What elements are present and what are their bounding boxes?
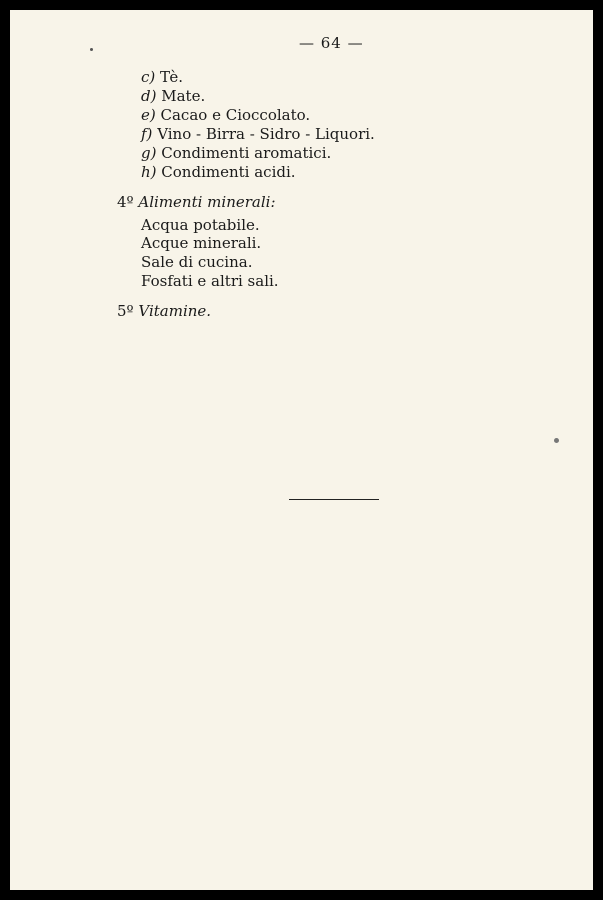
section-4-heading bbox=[117, 193, 276, 211]
list-item bbox=[141, 163, 296, 181]
closing-rule bbox=[289, 499, 379, 500]
list-text: Mate. bbox=[161, 87, 206, 105]
list-text: Condimenti acidi. bbox=[161, 163, 296, 181]
section-5-heading bbox=[117, 302, 211, 320]
mineral-item: Acqua potabile. bbox=[141, 216, 260, 234]
list-text: Vino - Birra - Sidro - Liquori. bbox=[157, 125, 375, 143]
list-item bbox=[141, 125, 375, 143]
mineral-item: Sale di cucina. bbox=[141, 253, 253, 271]
list-marker: f) bbox=[141, 125, 153, 143]
paper-speck bbox=[554, 438, 559, 443]
section-4-title: Alimenti minerali: bbox=[138, 193, 276, 211]
paper-speck bbox=[90, 48, 93, 51]
list-marker: e) bbox=[141, 106, 156, 124]
list-item bbox=[141, 144, 331, 162]
list-marker: d) bbox=[141, 87, 157, 105]
section-5-number: 5º bbox=[117, 302, 134, 320]
section-5-title: Vitamine. bbox=[138, 302, 212, 320]
list-text: Cacao e Cioccolato. bbox=[160, 106, 311, 124]
list-marker: g) bbox=[141, 144, 157, 162]
list-text: Tè. bbox=[160, 68, 183, 86]
list-marker: c) bbox=[141, 68, 156, 86]
mineral-item: Fosfati e altri sali. bbox=[141, 272, 279, 290]
mineral-item: Acque minerali. bbox=[141, 234, 262, 252]
list-item bbox=[141, 106, 310, 124]
list-item bbox=[141, 68, 183, 86]
list-text: Condimenti aromatici. bbox=[161, 144, 332, 162]
page-number: — 64 — bbox=[299, 34, 364, 52]
book-page bbox=[10, 10, 593, 890]
section-4-number: 4º bbox=[117, 193, 134, 211]
list-marker: h) bbox=[141, 163, 157, 181]
list-item bbox=[141, 87, 205, 105]
